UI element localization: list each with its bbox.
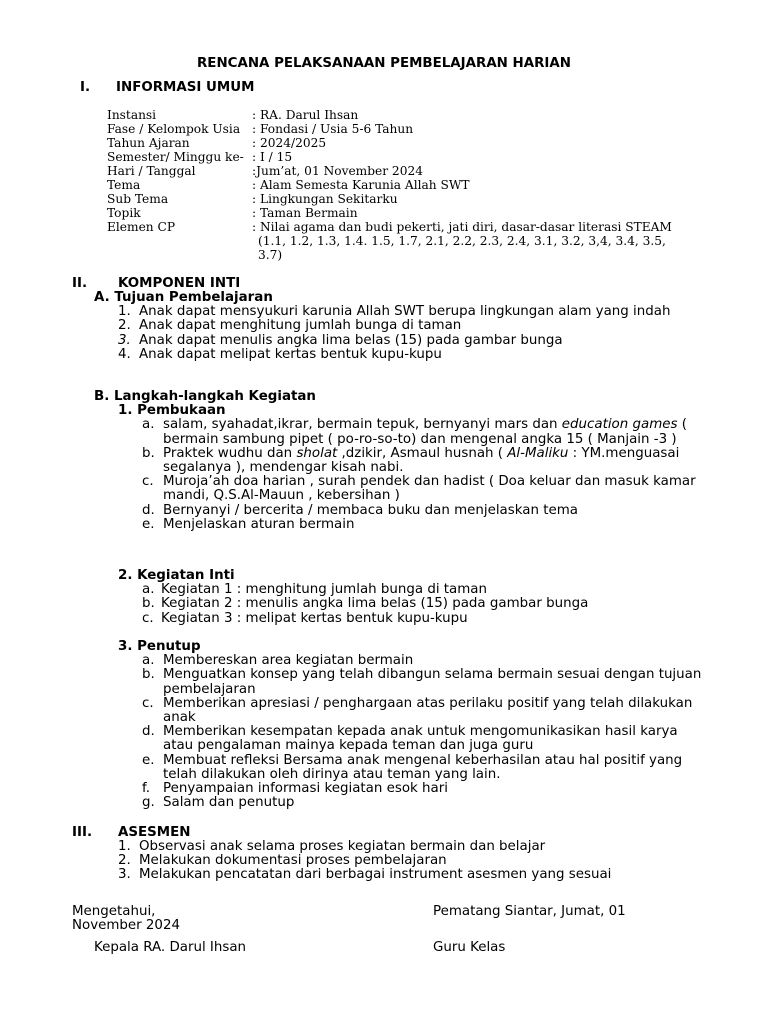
list-text: Memberikan apresiasi / penghargaan atas perilaku positif yang telah dilakukan anak (163, 695, 693, 726)
info-row-tema (107, 178, 672, 192)
langkah-block (94, 390, 704, 532)
list-marker: 1. (118, 304, 131, 320)
penutup-heading: 3. Penutup (118, 639, 201, 654)
list-text: Anak dapat melipat kertas bentuk kupu-kupu (139, 346, 442, 362)
info-key: Topik (107, 206, 141, 220)
section-label: INFORMASI UMUM (116, 80, 255, 95)
list-text: Anak dapat menghitung jumlah bunga di taman (139, 318, 462, 334)
list-text: Melakukan pencatatan dari berbagai instrument asesmen yang sesuai (139, 867, 612, 883)
text-run: ( bermain sambung pipet ( po-ro-so-to) dan mengenal angka 15 ( Manjain -3 ) (163, 417, 687, 447)
list-marker: 4. (118, 346, 131, 362)
list-text: Bernyanyi / bercerita / membaca buku dan menjelaskan tema (163, 502, 578, 518)
penutup-block (118, 640, 704, 810)
info-value: : Fondasi / Usia 5-6 Tahun (252, 122, 414, 136)
kegiatan-inti-heading: 2. Kegiatan Inti (118, 568, 235, 583)
info-row-subtema (107, 192, 672, 206)
info-row-hari (107, 164, 672, 178)
list-marker: d. (142, 502, 155, 518)
text-run-italic: Al-Maliku (507, 445, 569, 461)
text-run: : YM.menguasai segalanya ), mendengar kisah nabi. (163, 445, 680, 476)
info-row-topik (107, 206, 672, 220)
list-item (118, 868, 718, 882)
document-title: RENCANA PELAKSANAAN PEMBELAJARAN HARIAN (197, 56, 571, 71)
info-value: : RA. Darul Ihsan (252, 108, 359, 122)
info-key: Elemen CP (107, 220, 176, 234)
list-text: Memberikan kesempatan kepada anak untuk mengomunikasikan hasil karya atau pengalaman mainya kepada teman dan juga guru (163, 724, 678, 754)
asesmen-list (118, 840, 718, 883)
list-item (142, 518, 704, 532)
list-text: Anak dapat menulis angka lima belas (15) pada gambar bunga (139, 332, 563, 348)
list-marker: b. (142, 445, 155, 461)
list-text: Membereskan area kegiatan bermain (163, 653, 414, 669)
info-key: Hari / Tanggal (107, 164, 196, 178)
list-marker: e. (142, 752, 155, 768)
list-item (118, 305, 704, 319)
text-run-italic: sholat (296, 445, 338, 461)
info-value: : Alam Semesta Karunia Allah SWT (252, 178, 470, 192)
list-text: Anak dapat mensyukuri karunia Allah SWT berupa lingkungan alam yang indah (139, 304, 671, 320)
list-marker: f. (142, 781, 150, 797)
list-item (142, 782, 704, 796)
info-row-semester (107, 150, 672, 164)
signature-left-role: Kepala RA. Darul Ihsan (94, 940, 247, 955)
list-item (142, 796, 704, 810)
info-key: Tahun Ajaran (107, 136, 190, 150)
signature-left-line2: November 2024 (72, 918, 180, 934)
signature-left-line1: Mengetahui, (72, 904, 156, 919)
info-row-elemen-cp (107, 220, 672, 262)
list-item (142, 725, 704, 753)
list-item (118, 334, 704, 348)
signature-right-line1: Pematang Siantar, Jumat, 01 (433, 904, 626, 919)
info-value: : Taman Bermain (252, 206, 358, 220)
list-item (142, 418, 704, 446)
list-item (118, 319, 704, 333)
info-row-fase (107, 122, 672, 136)
list-marker: a. (142, 582, 155, 598)
list-item (118, 348, 704, 362)
info-value-line1: : Nilai agama dan budi pekerti, jati diri, dasar-dasar literasi STEAM (252, 220, 672, 234)
signature-left (72, 905, 180, 933)
list-marker: g. (142, 795, 155, 811)
list-text: Kegiatan 2 : menulis angka lima belas (15) pada gambar bunga (161, 596, 589, 612)
text-run: Praktek wudhu dan (163, 445, 297, 461)
list-text: Melakukan dokumentasi proses pembelajaran (139, 853, 447, 869)
section-label: KOMPONEN INTI (118, 276, 241, 291)
list-marker: a. (142, 417, 155, 433)
info-key: Fase / Kelompok Usia (107, 122, 241, 136)
section-label: ASESMEN (118, 825, 191, 840)
info-key: Semester/ Minggu ke- (107, 150, 244, 164)
info-row-instansi (107, 108, 672, 122)
list-item (142, 504, 704, 518)
list-text (163, 447, 704, 475)
signature-right-role: Guru Kelas (433, 940, 506, 955)
list-item (142, 475, 704, 503)
list-text: Menjelaskan aturan bermain (163, 516, 355, 532)
list-marker: c. (142, 474, 154, 490)
list-text: Penyampaian informasi kegiatan esok hari (163, 781, 448, 797)
list-item (142, 697, 704, 725)
signature-right (433, 905, 626, 919)
list-text: Salam dan penutup (163, 795, 295, 811)
list-item (142, 583, 704, 597)
text-run-italic: education games (561, 417, 678, 433)
info-row-tahun (107, 136, 672, 150)
list-marker: c. (142, 610, 154, 626)
list-marker: b. (142, 667, 155, 683)
pembukaan-heading: 1. Pembukaan (118, 403, 226, 419)
text-run: salam, syahadat,ikrar, bermain tepuk, bernyanyi mars dan (163, 417, 562, 433)
list-item (142, 654, 704, 668)
list-item (118, 840, 718, 854)
list-text: Observasi anak selama proses kegiatan bermain dan belajar (139, 839, 546, 854)
list-marker: c. (142, 695, 154, 711)
section-number: III. (72, 825, 93, 840)
list-text: Muroja’ah doa harian , surah pendek dan hadist ( Doa keluar dan masuk kamar mandi, Q.S.Al-Mauun , kebersihan ) (163, 474, 696, 504)
list-text: Kegiatan 1 : menghitung jumlah bunga di taman (161, 582, 488, 598)
list-item (142, 754, 704, 782)
section-number: I. (80, 80, 91, 95)
list-marker: 3. (118, 332, 131, 348)
list-text: Menguatkan konsep yang telah dibangun selama bermain sesuai dengan tujuan pembelajaran (163, 667, 702, 697)
list-marker: e. (142, 516, 155, 532)
list-item (142, 597, 704, 611)
section-number: II. (72, 276, 88, 291)
list-item (142, 668, 704, 696)
list-marker: 3. (118, 867, 131, 883)
list-marker: a. (142, 653, 155, 669)
text-run: ,dzikir, Asmaul husnah ( (337, 445, 508, 461)
info-key: Instansi (107, 108, 157, 122)
info-value-line2: (1.1, 1.2, 1.3, 1.4. 1.5, 1.7, 2.1, 2.2, 2.3, 2.4, 3.1, 3.2, 3,4, 3.4, 3.5, 3.7) (258, 234, 666, 262)
langkah-heading: B. Langkah-langkah Kegiatan (94, 389, 316, 404)
tujuan-heading: A. Tujuan Pembelajaran (94, 290, 273, 305)
info-value (252, 220, 672, 262)
list-marker: 2. (118, 853, 131, 869)
info-value: : Lingkungan Sekitarku (252, 192, 398, 206)
list-marker: b. (142, 596, 155, 612)
list-marker: 1. (118, 839, 131, 854)
list-text: Kegiatan 3 : melipat kertas bentuk kupu-kupu (161, 610, 468, 626)
list-marker: d. (142, 724, 155, 740)
tujuan-block (94, 291, 704, 362)
info-value: : I / 15 (252, 150, 293, 164)
list-item (142, 612, 704, 626)
list-item (142, 447, 704, 475)
info-table (107, 108, 672, 262)
info-key: Sub Tema (107, 192, 169, 206)
list-text (163, 418, 704, 446)
list-item (118, 854, 718, 868)
info-value: : 2024/2025 (252, 136, 327, 150)
list-marker: 2. (118, 318, 131, 334)
list-text: Membuat refleksi Bersama anak mengenal keberhasilan atau hal positif yang telah dilakukan oleh dirinya atau teman yang lain. (163, 752, 683, 782)
info-value: :Jum’at, 01 November 2024 (252, 164, 423, 178)
info-key: Tema (107, 178, 141, 192)
kegiatan-inti-block (118, 569, 704, 626)
